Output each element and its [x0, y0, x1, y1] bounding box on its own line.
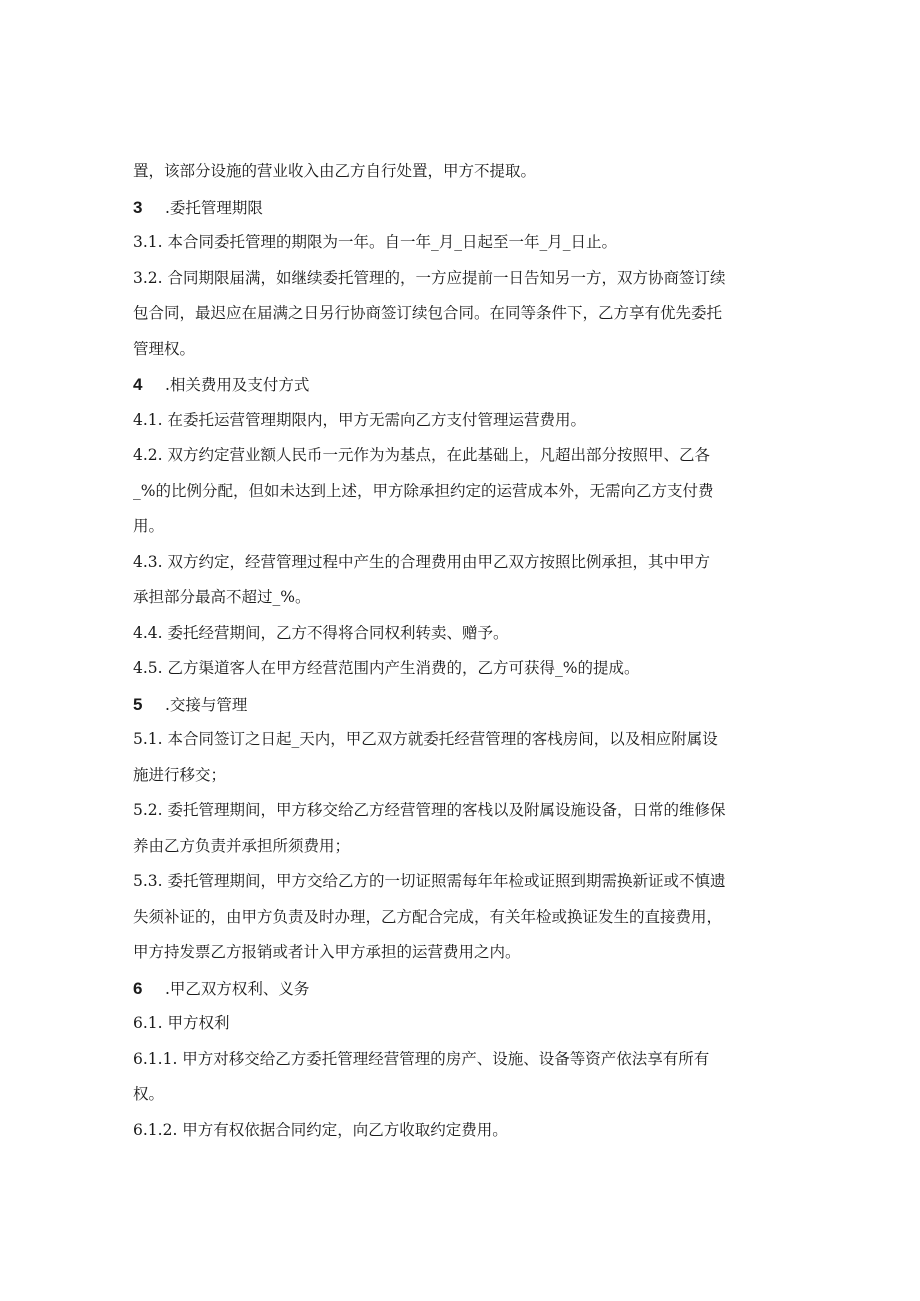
section-heading: [133, 687, 793, 723]
section-number: 5: [133, 694, 143, 714]
paragraph-line: 6.1.1. 甲方对移交给乙方委托管理经营管理的房产、设施、设备等资产依法享有所有: [133, 1049, 710, 1068]
paragraph-line: 权。: [133, 1085, 165, 1103]
section-title: .甲乙双方权利、义务: [165, 979, 310, 998]
section-number: 4: [133, 375, 143, 394]
section-number: 3: [133, 197, 143, 217]
paragraph-line: 甲方持发票乙方报销或者计入甲方承担的运营费用之内。: [133, 943, 521, 961]
section-title: .交接与管理: [165, 695, 248, 714]
paragraph-line: 管理权。: [133, 339, 196, 358]
paragraph-line: 4.4. 委托经营期间，乙方不得将合同权利转卖、赠予。: [133, 623, 509, 642]
paragraph-line: 养由乙方负责并承担所须费用；: [133, 836, 351, 855]
paragraph-line: 包合同，最迟应在届满之日另行协商签订续包合同。在同等条件下，乙方享有优先委托: [133, 304, 723, 322]
document-body: [133, 154, 793, 1148]
section-number: 6: [133, 978, 143, 998]
paragraph-line: 3.1. 本合同委托管理的期限为一年。自一年_月_日起至一年_月_日止。: [133, 233, 618, 251]
paragraph-line: 3.2. 合同期限届满，如继续委托管理的，一方应提前一日告知另一方，双方协商签订续: [133, 268, 726, 287]
paragraph-line: 4.1. 在委托运营管理期限内，甲方无需向乙方支付管理运营费用。: [133, 410, 587, 429]
paragraph-line: 6.1.2. 甲方有权依据合同约定，向乙方收取约定费用。: [133, 1120, 508, 1139]
paragraph-line: 置，该部分设施的营业收入由乙方自行处置，甲方不提取。: [133, 162, 537, 180]
section-heading: [133, 190, 793, 226]
section-title: .相关费用及支付方式: [165, 376, 310, 394]
section-heading: [133, 971, 793, 1007]
paragraph-line: 5.3. 委托管理期间，甲方交给乙方的一切证照需每年年检或证照到期需换新证或不慎遗: [133, 872, 726, 890]
section-title: .委托管理期限: [165, 198, 263, 217]
paragraph-line: 用。: [133, 517, 165, 535]
paragraph-line: 4.5. 乙方渠道客人在甲方经营范围内产生消费的，乙方可获得_%的提成。: [133, 659, 640, 677]
section-heading: [133, 367, 793, 403]
paragraph-line: 承担部分最高不超过_%。: [133, 588, 311, 606]
paragraph-line: 6.1. 甲方权利: [133, 1014, 230, 1032]
paragraph-line: 失须补证的，由甲方负责及时办理，乙方配合完成，有关年检或换证发生的直接费用，: [133, 907, 723, 926]
paragraph-line: _%的比例分配，但如未达到上述，甲方除承担约定的运营成本外，无需向乙方支付费: [133, 481, 714, 500]
paragraph-line: 4.2. 双方约定营业额人民币一元作为为基点，在此基础上，凡超出部分按照甲、乙各: [133, 446, 711, 464]
paragraph-line: 5.2. 委托管理期间，甲方移交给乙方经营管理的客栈以及附属设施设备，日常的维修保: [133, 801, 726, 819]
paragraph-line: 5.1. 本合同签订之日起_天内，甲乙双方就委托经营管理的客栈房间，以及相应附属设: [133, 730, 718, 748]
paragraph-line: 4.3. 双方约定，经营管理过程中产生的合理费用由甲乙双方按照比例承担，其中甲方: [133, 552, 711, 571]
paragraph-line: 施进行移交；: [133, 765, 227, 784]
